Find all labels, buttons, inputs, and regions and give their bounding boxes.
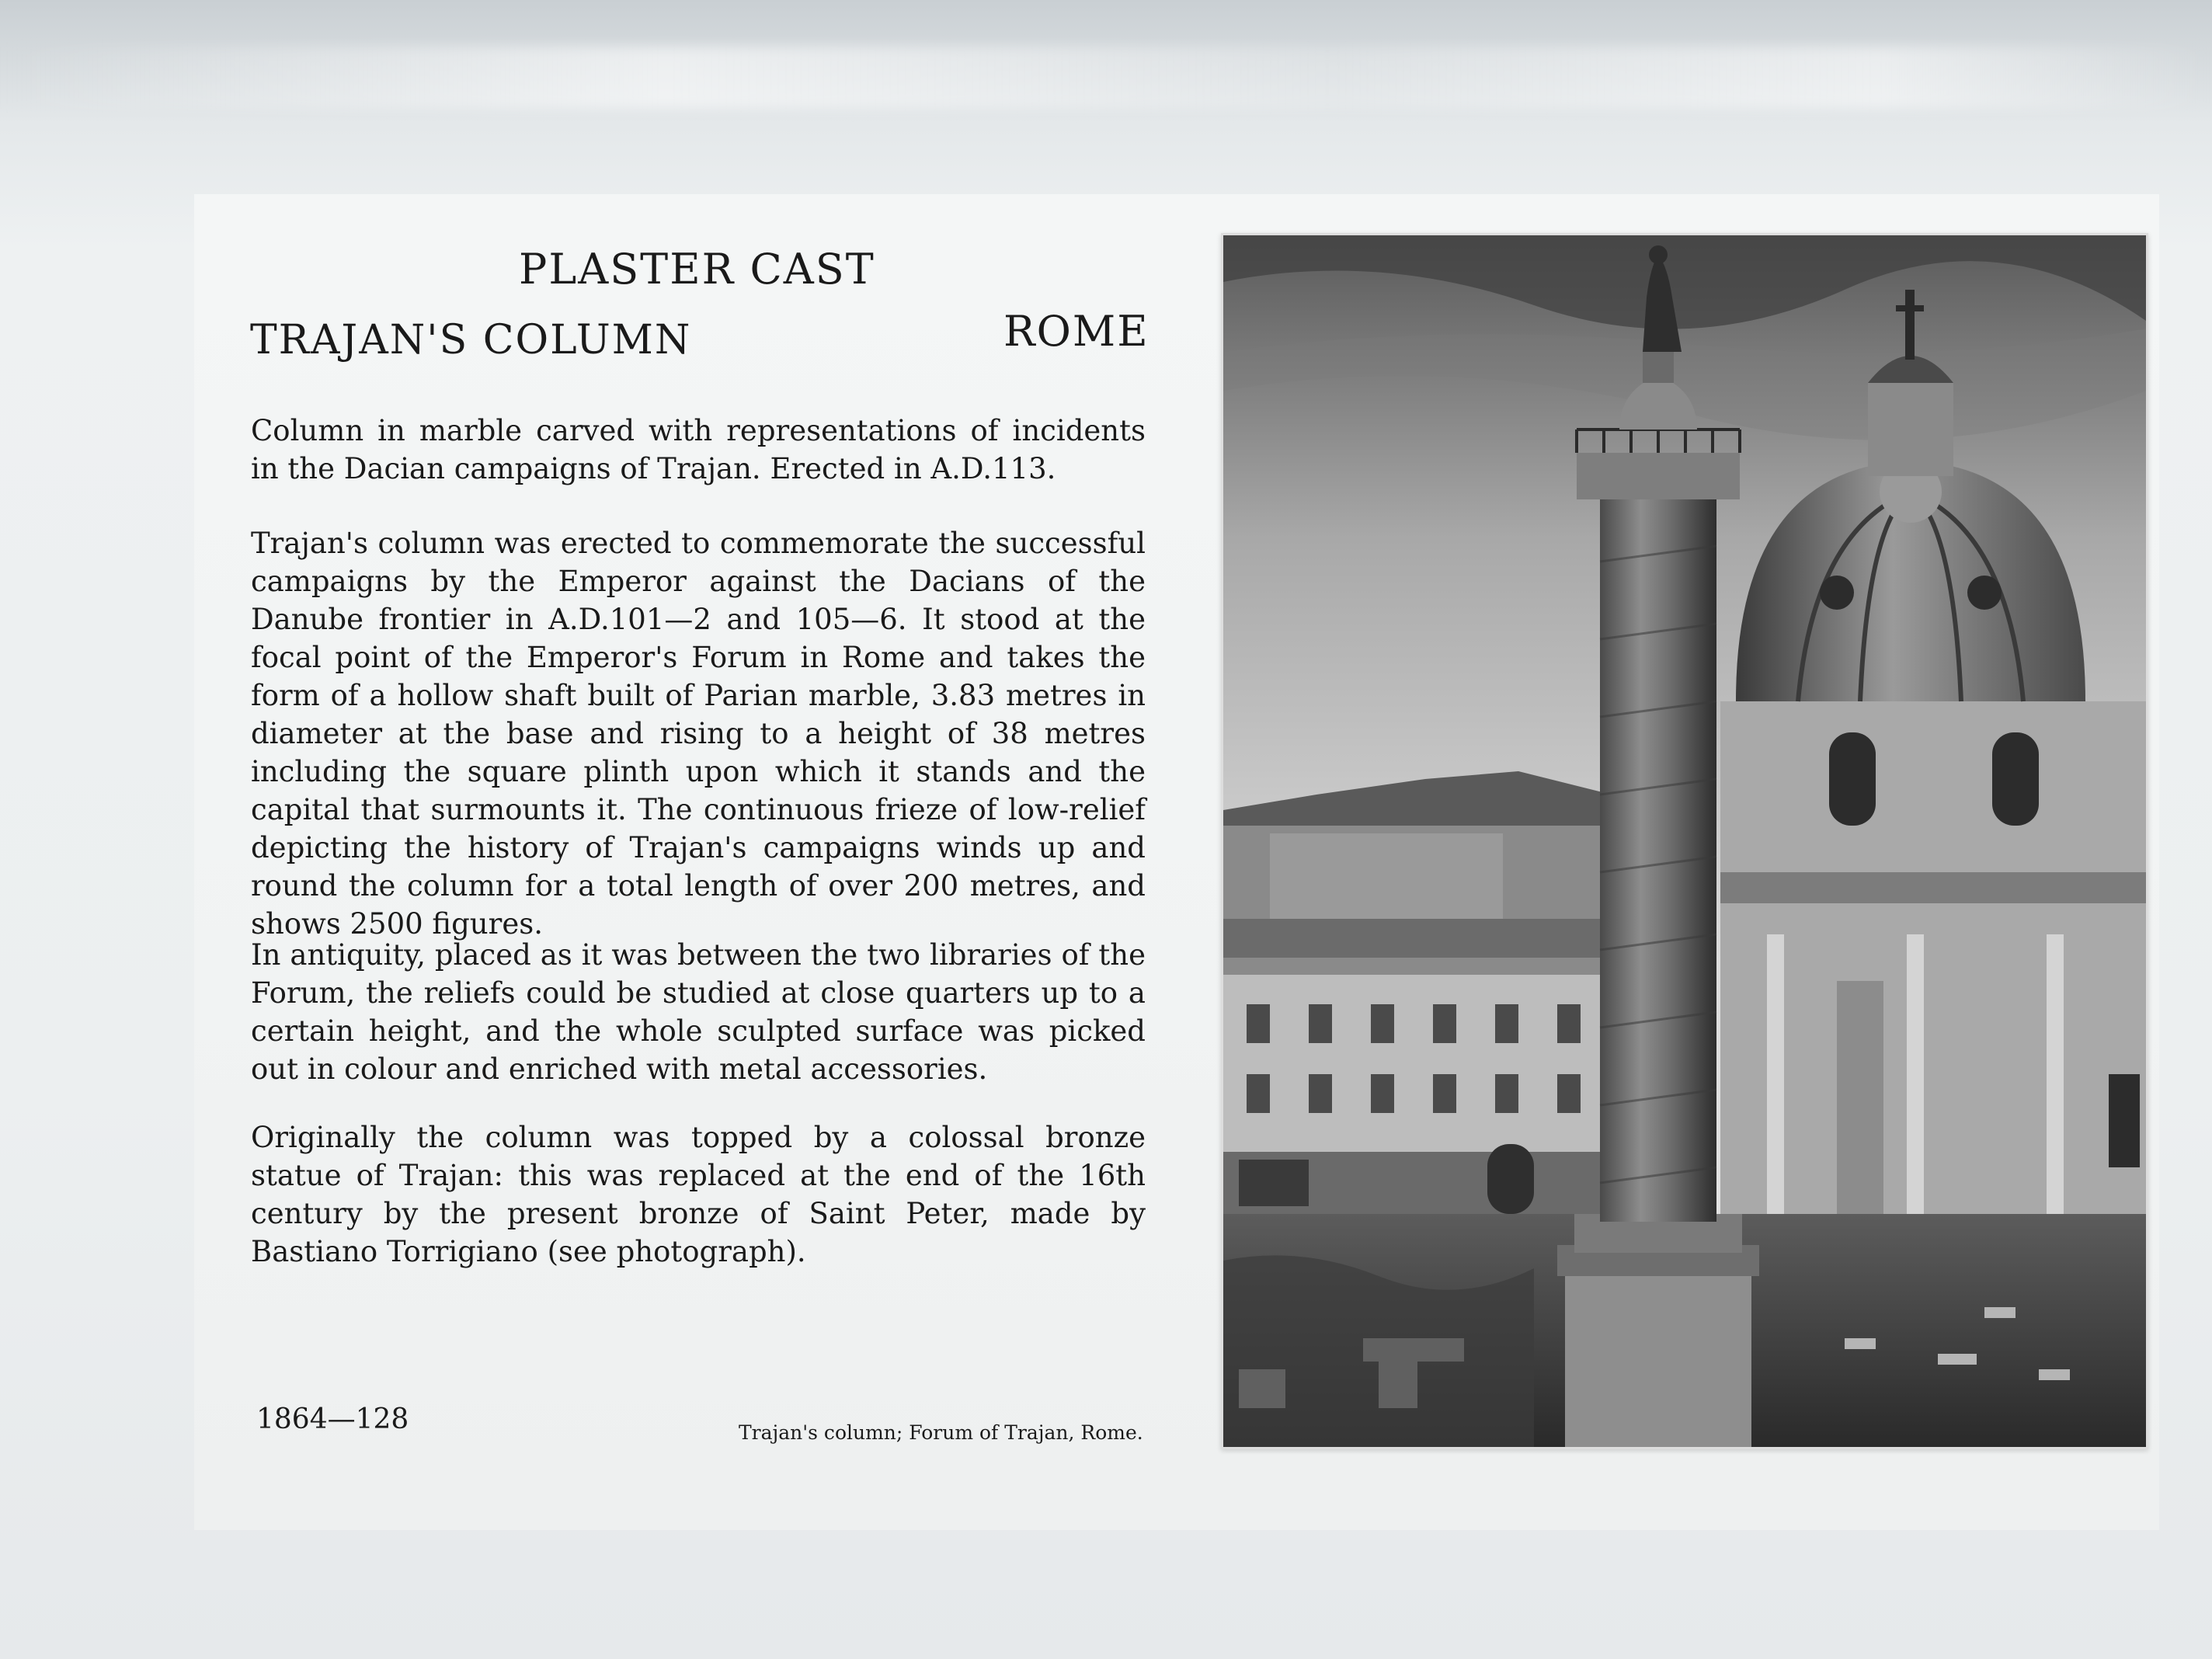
label-title-heading: TRAJAN'S COLUMN xyxy=(250,317,692,363)
description-paragraph: Column in marble carved with representations of incidents in the Dacian campaigns of Trajan. Erected in A.D.113. xyxy=(251,414,1146,485)
left-buildings xyxy=(1223,771,1619,1214)
label-type-heading: PLASTER CAST xyxy=(519,245,875,294)
antiquity-paragraph: In antiquity, placed as it was between the two libraries of the Forum, the reliefs could be studied at close quarters up to a certain height, and the whole sculpted surface was picked out in colour and enriched with metal accessories. xyxy=(251,938,1146,1086)
label-location-heading: ROME xyxy=(1003,307,1149,356)
photo-caption: Trajan's column; Forum of Trajan, Rome. xyxy=(739,1421,1143,1444)
column-photograph xyxy=(1221,233,2148,1449)
history-paragraph: Trajan's column was erected to commemorate the successful campaigns by the Emperor against the Dacians of the Danube frontier in A.D.101—2 and 105—6. It stood at the focal point of the Emperor's Forum in Rome and takes the form of a hollow shaft built of Parian marble, 3.83 metres in diameter at the base and rising to a height of 38 metres including the square plinth upon which it stands and the capital that surmounts it. The continuous frieze of low-relief depicting the history of Trajan's campaigns winds up and round the column for a total length of over 200 metres, and shows 2500 figures. xyxy=(251,527,1146,941)
statue-paragraph: Originally the column was topped by a colossal bronze statue of Trajan: this was replaced at the end of the 16th century by the present bronze of Saint Peter, made by Bastiano Torrigiano (see photograph). xyxy=(251,1121,1146,1268)
glass-reflection xyxy=(0,47,2212,109)
reference-number: 1864—128 xyxy=(256,1403,409,1435)
